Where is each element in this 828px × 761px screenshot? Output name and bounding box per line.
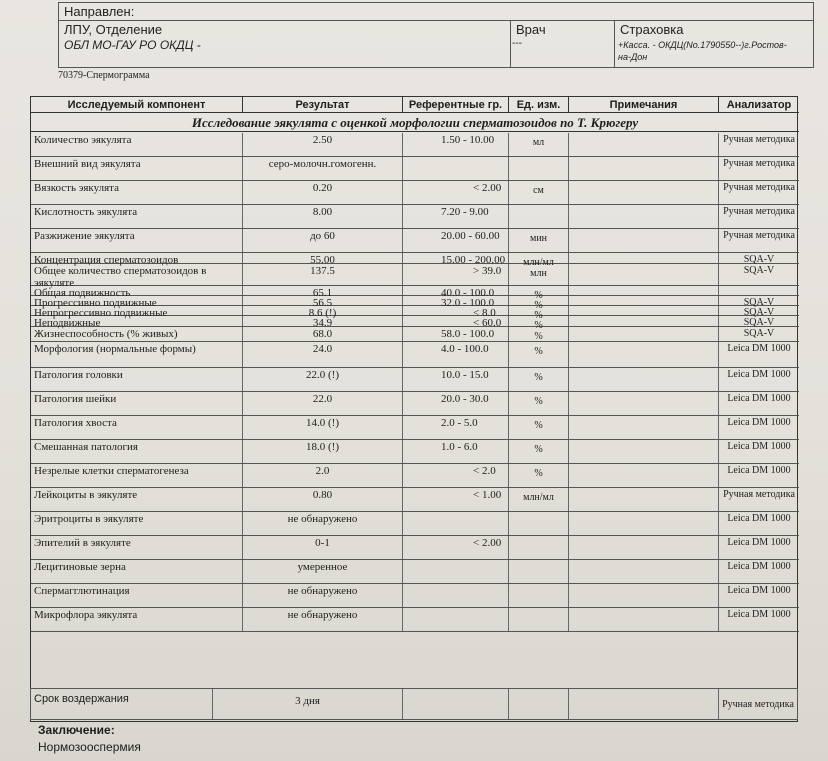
cell-notes [569,229,719,252]
insurance-value-line1: +Касса. - ОКДЦ(No.1790550--)г.Ростов- [618,40,787,50]
cell-analyzer: SQA-V [743,317,775,328]
cell-unit: % [509,416,569,439]
cell-component: Общая подвижность [31,286,243,295]
table-row [31,342,799,368]
cell-reference: > 39.0 [403,264,509,285]
cell-unit: % [509,368,569,391]
cell-reference: < 2.00 [403,536,509,559]
cell-result: 18.0 (!) [243,440,403,463]
cell-analyzer: Leica DM 1000 [727,585,791,596]
doctor-label: Врач [516,22,546,37]
cell-result: 56.5 [243,296,403,305]
cell-component: Неподвижные [31,316,243,326]
cell-reference: < 2.00 [403,181,509,204]
cell-unit: мин [509,229,569,252]
cell-result: 68.0 [243,327,403,341]
table-row [31,327,799,342]
cell-notes [569,416,719,439]
table-row [31,608,799,632]
cell-unit: см [509,181,569,204]
cell-component: Спермагглютинация [31,584,243,607]
abstinence-row [30,688,798,720]
cell-component: Смешанная патология [31,440,243,463]
cell-component: Внешний вид эякулята [31,157,243,180]
cell-component: Эпителий в эякуляте [31,536,243,559]
table-row [31,464,799,488]
cell-analyzer: Ручная методика [723,182,795,193]
cell-reference: < 2.0 [403,464,509,487]
abstinence-unit [509,689,569,719]
header-divider [58,20,814,21]
cell-reference: 1.0 - 6.0 [403,440,509,463]
cell-reference [403,512,509,535]
cell-unit: % [509,306,569,315]
table-row [31,264,799,289]
cell-analyzer: Leica DM 1000 [727,561,791,572]
cell-notes [569,264,719,285]
cell-reference: 58.0 - 100.0 [403,327,509,341]
table-row [31,560,799,584]
table-row [31,316,799,331]
dept-value: ОБЛ МО-ГАУ РО ОКДЦ - [64,38,201,52]
test-code: 70379-Спермограмма [58,70,150,81]
insurance-label: Страховка [620,22,684,37]
cell-analyzer: SQA-V [743,254,775,265]
cell-component: Патология шейки [31,392,243,415]
cell-notes [569,536,719,559]
cell-component: Эритроциты в эякуляте [31,512,243,535]
cell-unit: млн [509,264,569,285]
cell-reference: 20.00 - 60.00 [403,229,509,252]
cell-unit [509,157,569,180]
cell-notes [569,512,719,535]
cell-notes [569,464,719,487]
cell-component: Микрофлора эякулята [31,608,243,631]
cell-notes [569,181,719,204]
table-row [31,205,799,229]
cell-notes [569,560,719,583]
table-row [31,296,799,311]
abstinence-ref [403,689,509,719]
cell-result: 14.0 (!) [243,416,403,439]
cell-analyzer: Leica DM 1000 [727,513,791,524]
table-row [31,229,799,253]
cell-reference [403,157,509,180]
cell-notes [569,392,719,415]
conclusion-label: Заключение: [38,723,115,737]
abstinence-analyzer: Ручная методика [722,699,794,710]
cell-notes [569,133,719,156]
cell-unit: % [509,286,569,295]
header-col-divider-1 [510,20,511,68]
col-header-notes: Примечания [569,97,719,113]
results-table [30,96,798,722]
cell-component: Разжижение эякулята [31,229,243,252]
cell-unit [509,608,569,631]
cell-reference: 10.0 - 15.0 [403,368,509,391]
col-header-component: Исследуемый компонент [31,97,243,113]
conclusion-text: Нормозооспермия [38,740,141,754]
table-row [31,536,799,560]
cell-notes [569,253,719,263]
cell-result: 0.20 [243,181,403,204]
header-frame [58,2,814,68]
abstinence-label: Срок воздержания [31,689,213,719]
cell-component: Лецитиновые зерна [31,560,243,583]
cell-unit [509,512,569,535]
cell-analyzer: SQA-V [743,328,775,339]
table-row [31,488,799,512]
table-row [31,392,799,416]
cell-reference [403,608,509,631]
cell-reference: 2.0 - 5.0 [403,416,509,439]
cell-unit: % [509,342,569,367]
cell-unit [509,560,569,583]
table-row [31,157,799,181]
cell-analyzer: Leica DM 1000 [727,417,791,428]
cell-reference: < 8.0 [403,306,509,315]
table-row [31,440,799,464]
cell-analyzer: SQA-V [743,297,775,308]
cell-component: Незрелые клетки сперматогенеза [31,464,243,487]
cell-analyzer: Ручная методика [723,134,795,145]
cell-unit [509,205,569,228]
cell-notes [569,316,719,326]
cell-analyzer: Ручная методика [723,230,795,241]
insurance-value-line2: на-Дон [618,52,648,62]
cell-analyzer: Leica DM 1000 [727,369,791,380]
cell-analyzer: Leica DM 1000 [727,537,791,548]
table-row [31,133,799,157]
cell-result: 22.0 [243,392,403,415]
cell-notes [569,608,719,631]
cell-component: Общее количество сперматозоидов в эякуляте [31,264,243,285]
cell-result: 34.9 [243,316,403,326]
cell-analyzer: Leica DM 1000 [727,441,791,452]
cell-result: 55.00 [243,253,403,263]
table-row [31,416,799,440]
cell-result: не обнаружено [243,608,403,631]
cell-notes [569,488,719,511]
cell-unit [509,584,569,607]
cell-notes [569,584,719,607]
cell-unit: млн/мл [509,253,569,263]
cell-analyzer: Leica DM 1000 [727,343,791,354]
cell-analyzer: Ручная методика [723,489,795,500]
cell-unit: мл [509,133,569,156]
cell-analyzer: SQA-V [743,265,775,276]
cell-analyzer: Ручная методика [723,158,795,169]
cell-notes [569,327,719,341]
cell-result: 2.0 [243,464,403,487]
cell-reference: 20.0 - 30.0 [403,392,509,415]
cell-result: до 60 [243,229,403,252]
col-header-analyzer: Анализатор [719,97,799,113]
cell-analyzer [719,286,799,295]
cell-reference: 7.20 - 9.00 [403,205,509,228]
col-header-result: Результат [243,97,403,113]
cell-unit: % [509,327,569,341]
cell-result: умеренное [243,560,403,583]
cell-unit: % [509,392,569,415]
cell-unit: % [509,464,569,487]
cell-unit [509,536,569,559]
cell-component: Концентрация сперматозоидов [31,253,243,263]
cell-unit: % [509,440,569,463]
header-col-divider-2 [614,20,615,68]
cell-analyzer: Leica DM 1000 [727,465,791,476]
cell-result: 24.0 [243,342,403,367]
cell-reference [403,560,509,583]
cell-component: Прогрессивно подвижные [31,296,243,305]
referred-label: Направлен: [64,4,135,19]
cell-reference: 32.0 - 100.0 [403,296,509,305]
cell-result: 8.6 (!) [243,306,403,315]
cell-analyzer: Leica DM 1000 [727,609,791,620]
cell-component: Патология хвоста [31,416,243,439]
table-row [31,181,799,205]
table-row [31,286,799,301]
cell-analyzer: SQA-V [743,307,775,318]
cell-component: Количество эякулята [31,133,243,156]
table-row [31,368,799,392]
cell-reference: < 60.0 [403,316,509,326]
cell-result: 65.1 [243,286,403,295]
cell-unit: млн/мл [509,488,569,511]
cell-unit: % [509,316,569,326]
cell-notes [569,205,719,228]
cell-component: Вязкость эякулята [31,181,243,204]
cell-result: 0.80 [243,488,403,511]
table-row [31,253,799,268]
dept-label: ЛПУ, Отделение [64,22,163,37]
cell-component: Морфология (нормальные формы) [31,342,243,367]
cell-analyzer: Ручная методика [723,206,795,217]
cell-result: 22.0 (!) [243,368,403,391]
col-header-reference: Референтные гр. [403,97,509,113]
cell-result: 137.5 [243,264,403,285]
table-row [31,306,799,321]
cell-notes [569,157,719,180]
cell-unit: % [509,296,569,305]
cell-reference: < 1.00 [403,488,509,511]
cell-component: Жизнеспособность (% живых) [31,327,243,341]
cell-notes [569,296,719,305]
cell-result: 0-1 [243,536,403,559]
cell-notes [569,286,719,295]
abstinence-notes [569,689,719,719]
cell-result: серо-молочн.гомогенн. [243,157,403,180]
cell-notes [569,342,719,367]
cell-component: Кислотность эякулята [31,205,243,228]
cell-reference: 15.00 - 200.00 [403,253,509,263]
cell-reference: 4.0 - 100.0 [403,342,509,367]
table-row [31,584,799,608]
cell-reference: 40.0 - 100.0 [403,286,509,295]
cell-reference: 1.50 - 10.00 [403,133,509,156]
col-header-unit: Ед. изм. [509,97,569,113]
cell-reference [403,584,509,607]
cell-notes [569,440,719,463]
cell-notes [569,368,719,391]
cell-component: Патология головки [31,368,243,391]
table-row [31,512,799,536]
cell-result: не обнаружено [243,512,403,535]
abstinence-result: 3 дня [213,689,403,719]
cell-component: Лейкоциты в эякуляте [31,488,243,511]
doctor-value: --- [512,38,522,49]
cell-result: не обнаружено [243,584,403,607]
section-title: Исследование эякулята с оценкой морфологии сперматозоидов по Т. Крюгеру [31,114,799,132]
cell-result: 2.50 [243,133,403,156]
cell-analyzer: Leica DM 1000 [727,393,791,404]
cell-result: 8.00 [243,205,403,228]
cell-notes [569,306,719,315]
cell-component: Непрогрессивно подвижные [31,306,243,315]
